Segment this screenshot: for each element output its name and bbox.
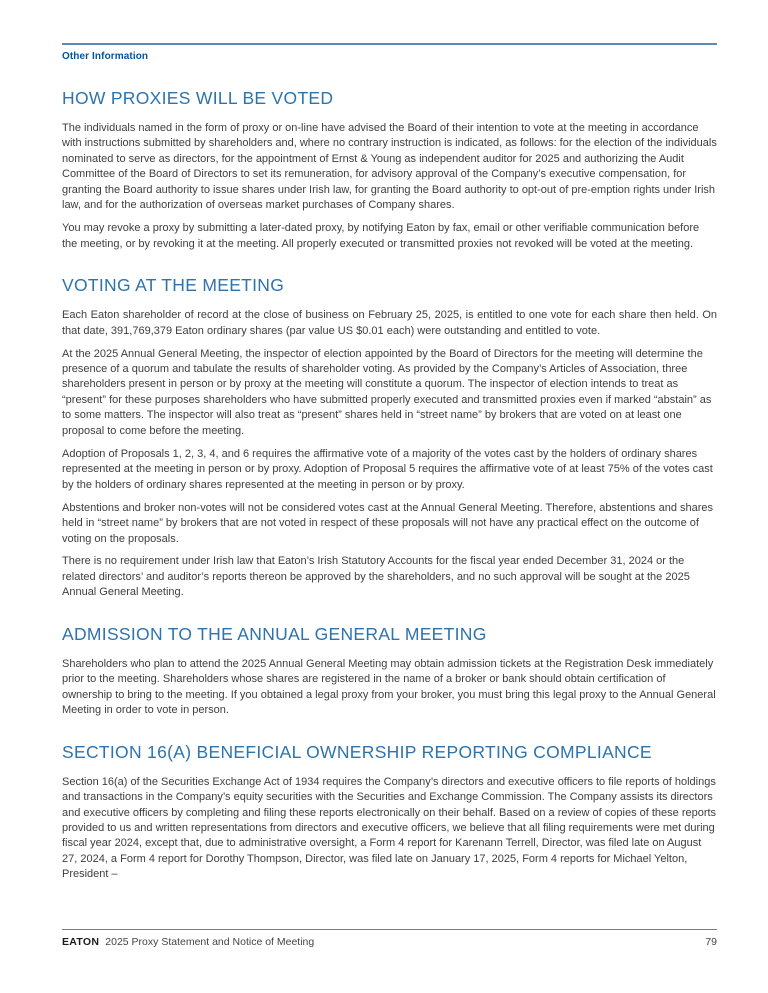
footer-left (62, 936, 314, 948)
paragraph: Shareholders who plan to attend the 2025 Annual General Meeting may obtain admission tickets at the Registration Desk immediately prior to the meeting. Shareholders whose shares are registered in the name of a broker or bank should obtain certification of ownership to bring to the meeting. If you obtained a legal proxy from your broker, you must bring this legal proxy to the Annual General Meeting in order to vote in person. (62, 657, 716, 717)
paragraph: Abstentions and broker non-votes will not be considered votes cast at the Annual General Meeting. Therefore, abstentions and shares held in “street name” by brokers that are not voted in respect of these proposals will not have any practical effect on the outcome of voting on the proposals. (62, 501, 714, 545)
heading-section-16a-compliance: SECTION 16(A) BENEFICIAL OWNERSHIP REPORTING COMPLIANCE (62, 741, 652, 762)
paragraph: The individuals named in the form of proxy or on-line have advised the Board of their intention to vote at the meeting in accordance with instructions submitted by shareholders and, where no contrary instruction is indicated, as follows: for the election of the individuals nominated to serve as directors, for the appointment of Ernst & Young as independent auditor for 2025 and authorizing the Audit Committee of the Board of Directors to set its remuneration, for advisory approval of the Company’s executive compensation, for granting the Board authority to issue shares under Irish law, for granting the Board authority to opt-out of pre-emption rights under Irish law, and for the authorization of overseas market purchases of Company shares. (62, 122, 717, 212)
section-admission-to-agm (62, 624, 717, 719)
paragraph: You may revoke a proxy by submitting a later-dated proxy, by notifying Eaton by fax, email or other verifiable communication before the meeting, or by revoking it at the meeting. All properly executed or transmitted proxies not revoked will be voted at the meeting. (62, 222, 700, 250)
section-eyebrow-label: Other Information (62, 51, 149, 62)
section-16a-beneficial-ownership (62, 742, 717, 883)
page-content (62, 88, 717, 883)
paragraph: Adoption of Proposals 1, 2, 3, 4, and 6 requires the affirmative vote of a majority of the votes cast by the holders of ordinary shares represented at the meeting in person or by proxy. Adoption of Proposal 5 requires the affirmative vote of at least 75% of the votes cast by the holders of ordinary shares represented at the meeting in person or by proxy. (62, 447, 713, 491)
footer-brand-eaton: EATON (62, 936, 100, 948)
page-number: 79 (705, 936, 717, 948)
page-header (62, 43, 717, 62)
paragraph: Each Eaton shareholder of record at the close of business on February 25, 2025, is entitled to one vote for each share then held. On that date, 391,769,379 Eaton ordinary shares (par value US $0.01 each) were outstanding and entitled to vote. (62, 309, 717, 337)
heading-voting-at-the-meeting: VOTING AT THE MEETING (62, 275, 285, 296)
heading-admission-to-agm: ADMISSION TO THE ANNUAL GENERAL MEETING (62, 623, 487, 644)
footer-row (62, 936, 717, 948)
paragraph: Section 16(a) of the Securities Exchange Act of 1934 requires the Company’s directors and executive officers to file reports of holdings and transactions in the Company’s equity securities with the Securities and Exchange Commission. The Company assists its directors and executive officers by completing and filing these reports electronically on their behalf. Based on a review of copies of these reports provided to us and written representations from directors and executive officers, we believe that all filing requirements were met during fiscal year 2024, except that, due to administrative oversight, a Form 4 report for Karenann Terrell, Director, was filed late on August 27, 2024, a Form 4 report for Dorothy Thompson, Director, was filed late on January 17, 2025, Form 4 reports for Michael Yelton, President – (62, 775, 717, 881)
footer-rule (62, 929, 717, 930)
footer-document-title: 2025 Proxy Statement and Notice of Meeting (105, 936, 315, 948)
paragraph: At the 2025 Annual General Meeting, the inspector of election appointed by the Board of Directors for the meeting will determine the presence of a quorum and tabulate the results of shareholder voting. As provided by the Company’s Articles of Association, three shareholders present in person or by proxy at the meeting will constitute a quorum. The inspector of election intends to treat as “present” for these purposes shareholders who have submitted properly executed and transmitted proxies even if marked “abstain” as to some matters. The inspector will also treat as “present” shares held in “street name” by brokers that are voted on at least one proposal to come before the meeting. (62, 347, 712, 437)
paragraph: There is no requirement under Irish law that Eaton’s Irish Statutory Accounts for the fiscal year ended December 31, 2024 or the related directors’ and auditor’s reports thereon be approved by the shareholders, and no such approval will be sought at the 2025 Annual General Meeting. (62, 555, 690, 599)
heading-how-proxies-will-be-voted: HOW PROXIES WILL BE VOTED (62, 88, 334, 108)
header-rule (62, 43, 717, 45)
page-footer (62, 929, 717, 948)
section-voting-at-the-meeting (62, 275, 717, 601)
section-how-proxies-will-be-voted (62, 88, 717, 252)
